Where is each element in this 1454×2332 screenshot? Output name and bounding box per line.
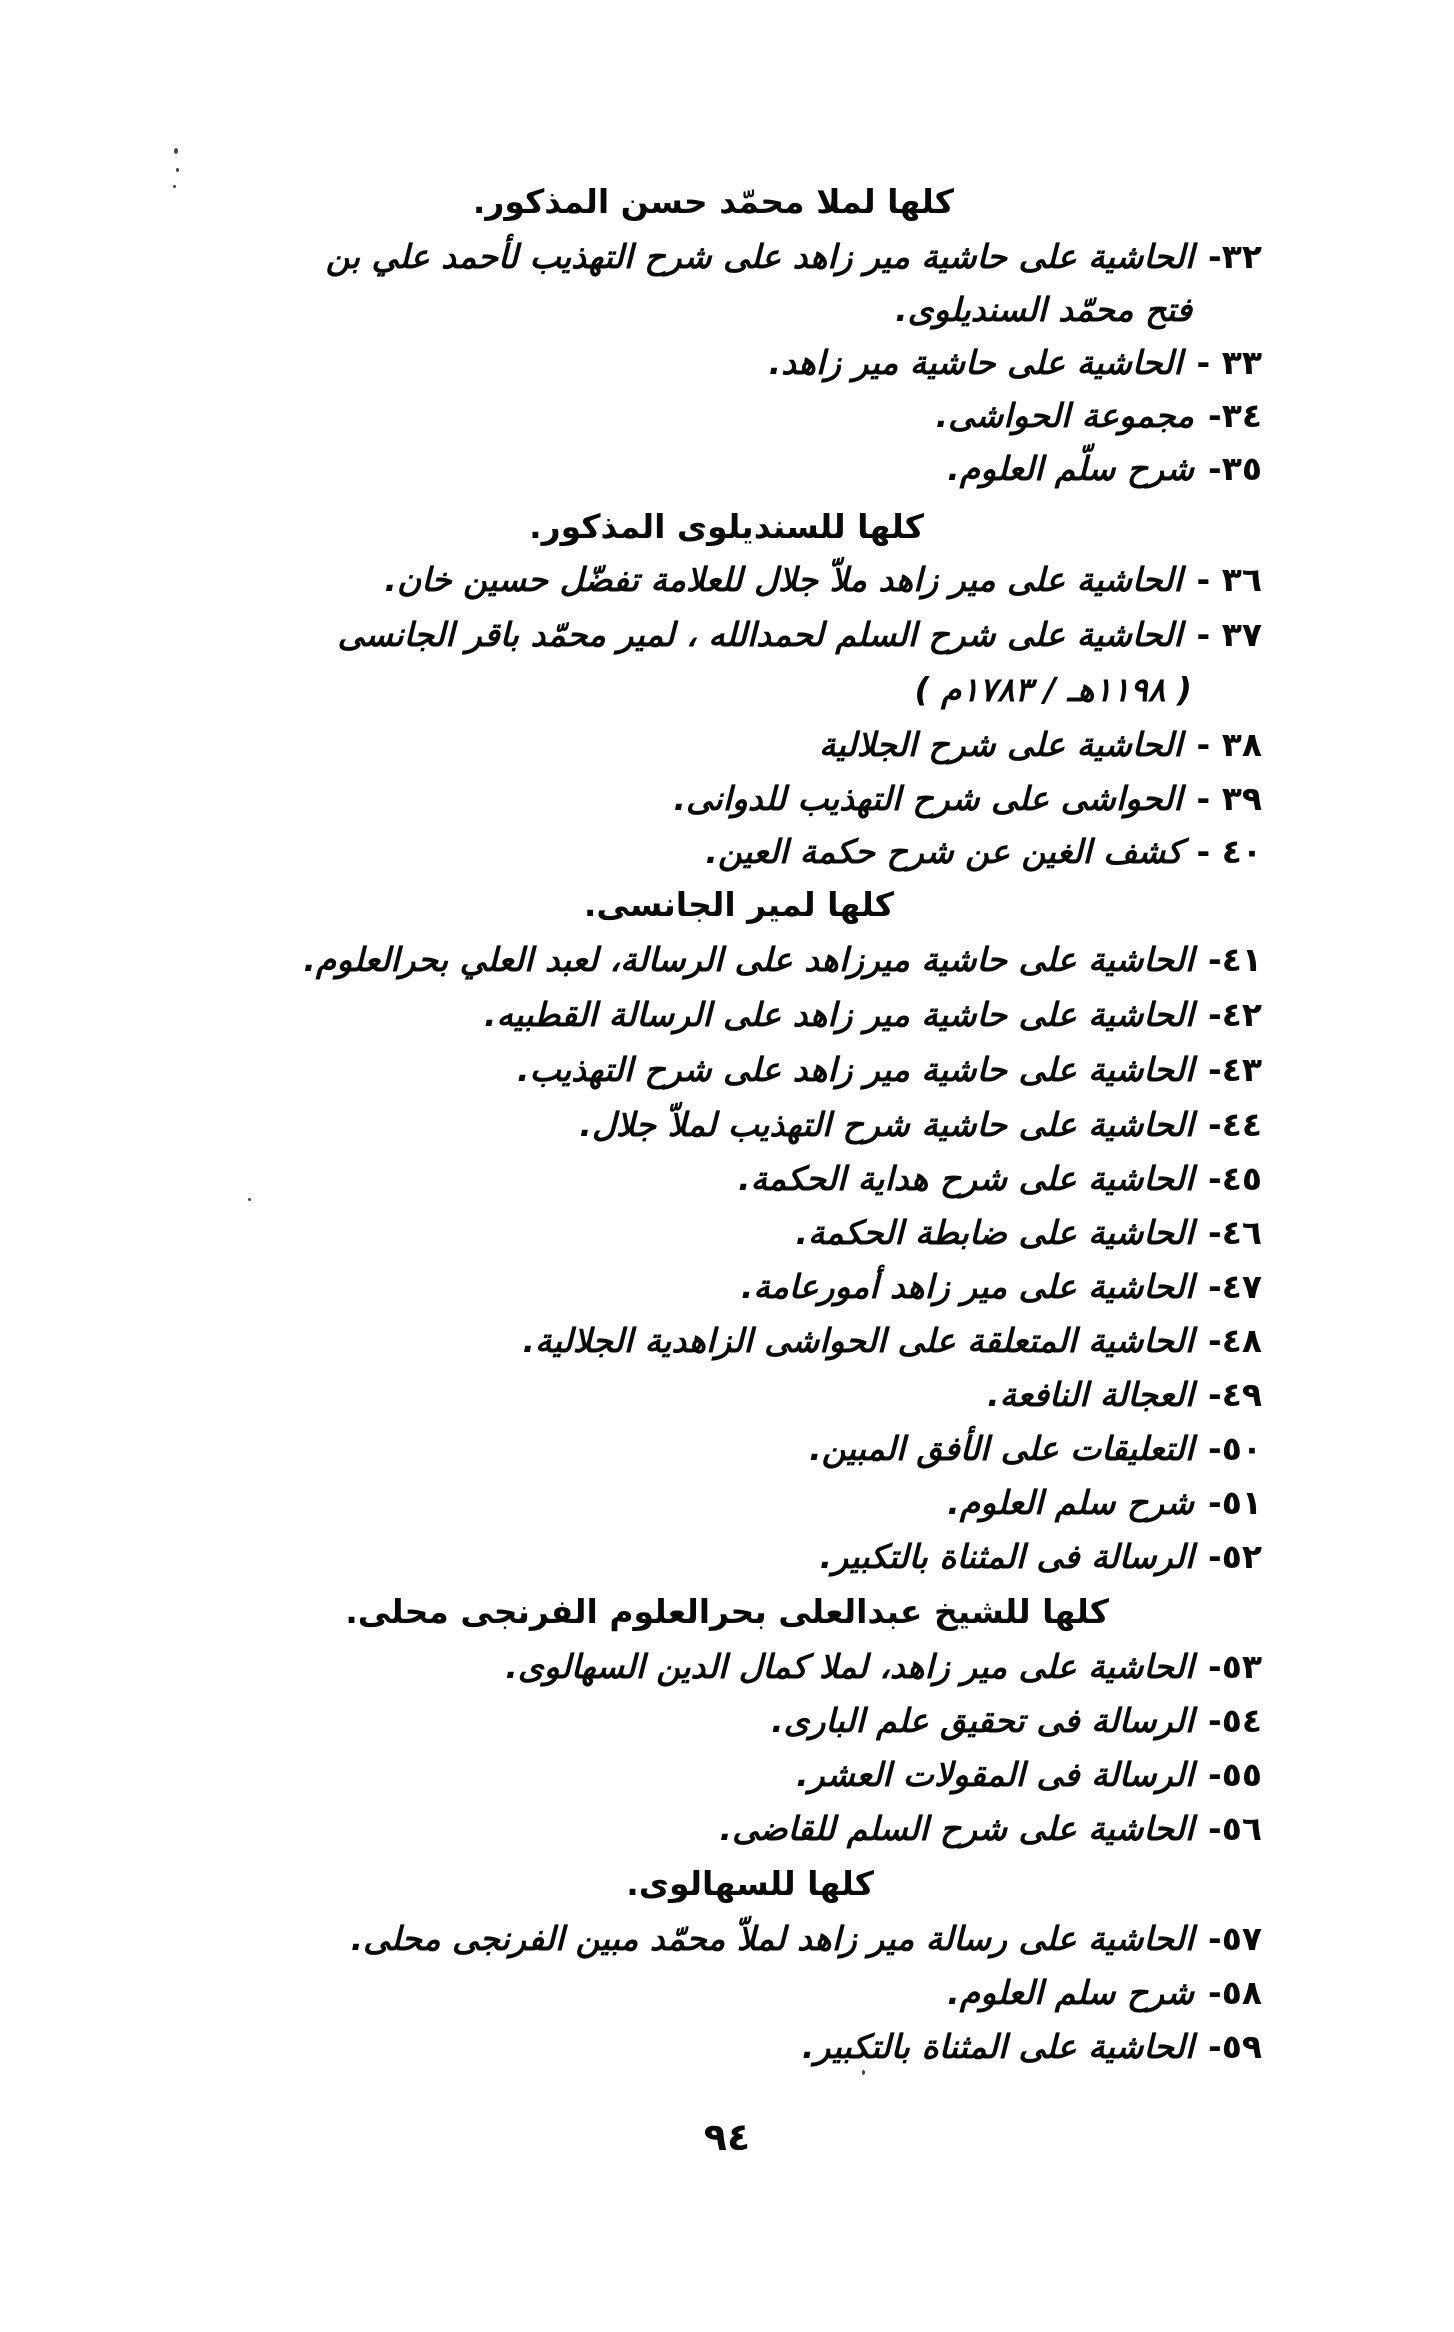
item-title: الحاشية على شرح السلم لحمدالله ، لمير محمّد باقر الجانسى	[337, 615, 1183, 654]
item-number: ٥٠-	[1208, 1429, 1262, 1468]
item-title: الحاشية على حاشية ميرزاهد على الرسالة، لعبد العلي بحرالعلوم.	[303, 940, 1194, 979]
list-item-continuation: فتح محمّد السنديلوى.	[895, 290, 1192, 329]
item-number: ٣٢-	[1208, 237, 1262, 276]
item-title: الرسالة فى المقولات العشر.	[796, 1755, 1194, 1794]
list-item	[326, 232, 1262, 282]
item-title: العجالة النافعة.	[987, 1375, 1194, 1414]
list-item	[819, 720, 1262, 770]
item-number: ٥٣-	[1208, 1647, 1262, 1686]
item-title: الرسالة فى المثناة بالتكبير.	[819, 1537, 1194, 1576]
item-title: شرح سلم العلوم.	[947, 1483, 1194, 1522]
list-item	[351, 1914, 1262, 1964]
item-title: الحاشية على المثناة بالتكبير.	[801, 2027, 1194, 2066]
item-number: ٤٧-	[1208, 1267, 1262, 1306]
group-attribution: كلها للسهالوى.	[626, 1864, 874, 1903]
item-number: ٤٤-	[1208, 1105, 1262, 1144]
item-title: الحاشية على ضابطة الحكمة.	[795, 1213, 1194, 1252]
item-title: كشف الغين عن شرح حكمة العين.	[705, 832, 1183, 871]
item-number: ٣٩ -	[1196, 779, 1262, 818]
item-number: ٥٧-	[1208, 1919, 1262, 1958]
scan-speck	[173, 185, 176, 188]
list-item	[809, 1424, 1262, 1474]
group-attribution: كلها للشيخ عبدالعلى بحرالعلوم الفرنجى محلى.	[345, 1592, 1109, 1631]
list-item	[505, 1642, 1262, 1692]
item-title: شرح سلّم العلوم.	[947, 449, 1194, 488]
item-title: الحاشية على شرح الجلالية	[818, 725, 1183, 764]
item-number: ٤٨-	[1208, 1321, 1262, 1360]
group-attribution: كلها للسنديلوى المذكور.	[529, 507, 924, 546]
item-number: ٥٨-	[1208, 1973, 1262, 2012]
item-number: ٤٢-	[1208, 995, 1262, 1034]
item-title: الحاشية على مير زاهد، لملا كمال الدين السهالوى.	[505, 1647, 1194, 1686]
scan-speck	[176, 168, 179, 172]
item-title: شرح سلم العلوم.	[947, 1973, 1194, 2012]
item-number: ٣٦ -	[1196, 560, 1262, 599]
list-item	[802, 2022, 1262, 2072]
list-item	[769, 338, 1262, 388]
item-title: الحاشية على شرح السلم للقاضى.	[719, 1809, 1194, 1848]
scan-speck	[248, 1198, 251, 1201]
list-item	[384, 555, 1262, 605]
list-item	[738, 1154, 1262, 1204]
item-number: ٤٦-	[1208, 1213, 1262, 1252]
item-title: مجموعة الحواشى.	[935, 396, 1194, 435]
item-title: التعليقات على الأفق المبين.	[809, 1429, 1194, 1468]
item-title: الحاشية على شرح هداية الحكمة.	[738, 1159, 1194, 1198]
item-title: الحواشى على شرح التهذيب للدوانى.	[673, 779, 1183, 818]
list-item	[947, 1478, 1262, 1528]
list-item	[796, 1750, 1262, 1800]
item-number: ٥٤-	[1208, 1701, 1262, 1740]
item-title: الحاشية على حاشية مير زاهد على شرح التهذيب لأحمد علي بن	[325, 237, 1194, 276]
group-attribution: كلها لمير الجانسى.	[583, 885, 894, 924]
scan-speck	[174, 148, 178, 154]
item-number: ٤١-	[1208, 940, 1262, 979]
list-item	[795, 1208, 1262, 1258]
item-number: ٥٦-	[1208, 1809, 1262, 1848]
item-title: الحاشية على حاشية مير زاهد.	[768, 343, 1183, 382]
list-item	[484, 990, 1262, 1040]
list-item-continuation: ( ١١٩٨هـ / ١٧٨٣م )	[914, 670, 1192, 709]
item-number: ٣٨ -	[1196, 725, 1262, 764]
list-item	[987, 1370, 1262, 1420]
item-title: الحاشية على رسالة مير زاهد لملاّ محمّد مبين الفرنجى محلى.	[350, 1919, 1194, 1958]
list-item	[741, 1262, 1262, 1312]
item-number: ٣٣ -	[1196, 343, 1262, 382]
list-item	[947, 1968, 1262, 2018]
item-title: الحاشية على حاشية شرح التهذيب لملاّ جلال.	[579, 1105, 1194, 1144]
item-title: الرسالة فى تحقيق علم البارى.	[771, 1701, 1194, 1740]
item-title: الحاشية المتعلقة على الحواشى الزاهدية الجلالية.	[522, 1321, 1194, 1360]
list-item	[517, 1045, 1262, 1095]
list-item	[936, 391, 1262, 441]
item-number: ٤٥-	[1208, 1159, 1262, 1198]
group-attribution: كلها لملا محمّد حسن المذكور.	[472, 182, 954, 221]
item-title: الحاشية على حاشية مير زاهد على الرسالة القطبيه.	[484, 995, 1194, 1034]
item-number: ٣٤-	[1208, 396, 1262, 435]
item-number: ٣٧ -	[1196, 615, 1262, 654]
item-number: ٥١-	[1208, 1483, 1262, 1522]
item-title: الحاشية على مير زاهد ملاّ جلال للعلامة تفضّل حسين خان.	[384, 560, 1183, 599]
item-title: الحاشية على مير زاهد أمورعامة.	[740, 1267, 1194, 1306]
item-number: ٥٢-	[1208, 1537, 1262, 1576]
item-number: ٥٥-	[1208, 1755, 1262, 1794]
page-number: ٩٤	[703, 2115, 751, 2159]
item-number: ٥٩-	[1208, 2027, 1262, 2066]
list-item	[579, 1100, 1262, 1150]
list-item	[720, 1804, 1262, 1854]
item-number: ٣٥-	[1208, 449, 1262, 488]
item-number: ٤٩-	[1208, 1375, 1262, 1414]
item-title: الحاشية على حاشية مير زاهد على شرح التهذيب.	[517, 1050, 1194, 1089]
item-number: ٤٠ -	[1196, 832, 1262, 871]
list-item	[947, 444, 1262, 494]
list-item	[705, 827, 1262, 877]
list-item	[771, 1696, 1262, 1746]
list-item	[523, 1316, 1263, 1366]
list-item	[673, 774, 1262, 824]
list-item	[338, 610, 1262, 660]
list-item	[820, 1532, 1262, 1582]
list-item	[303, 935, 1262, 985]
item-number: ٤٣-	[1208, 1050, 1262, 1089]
